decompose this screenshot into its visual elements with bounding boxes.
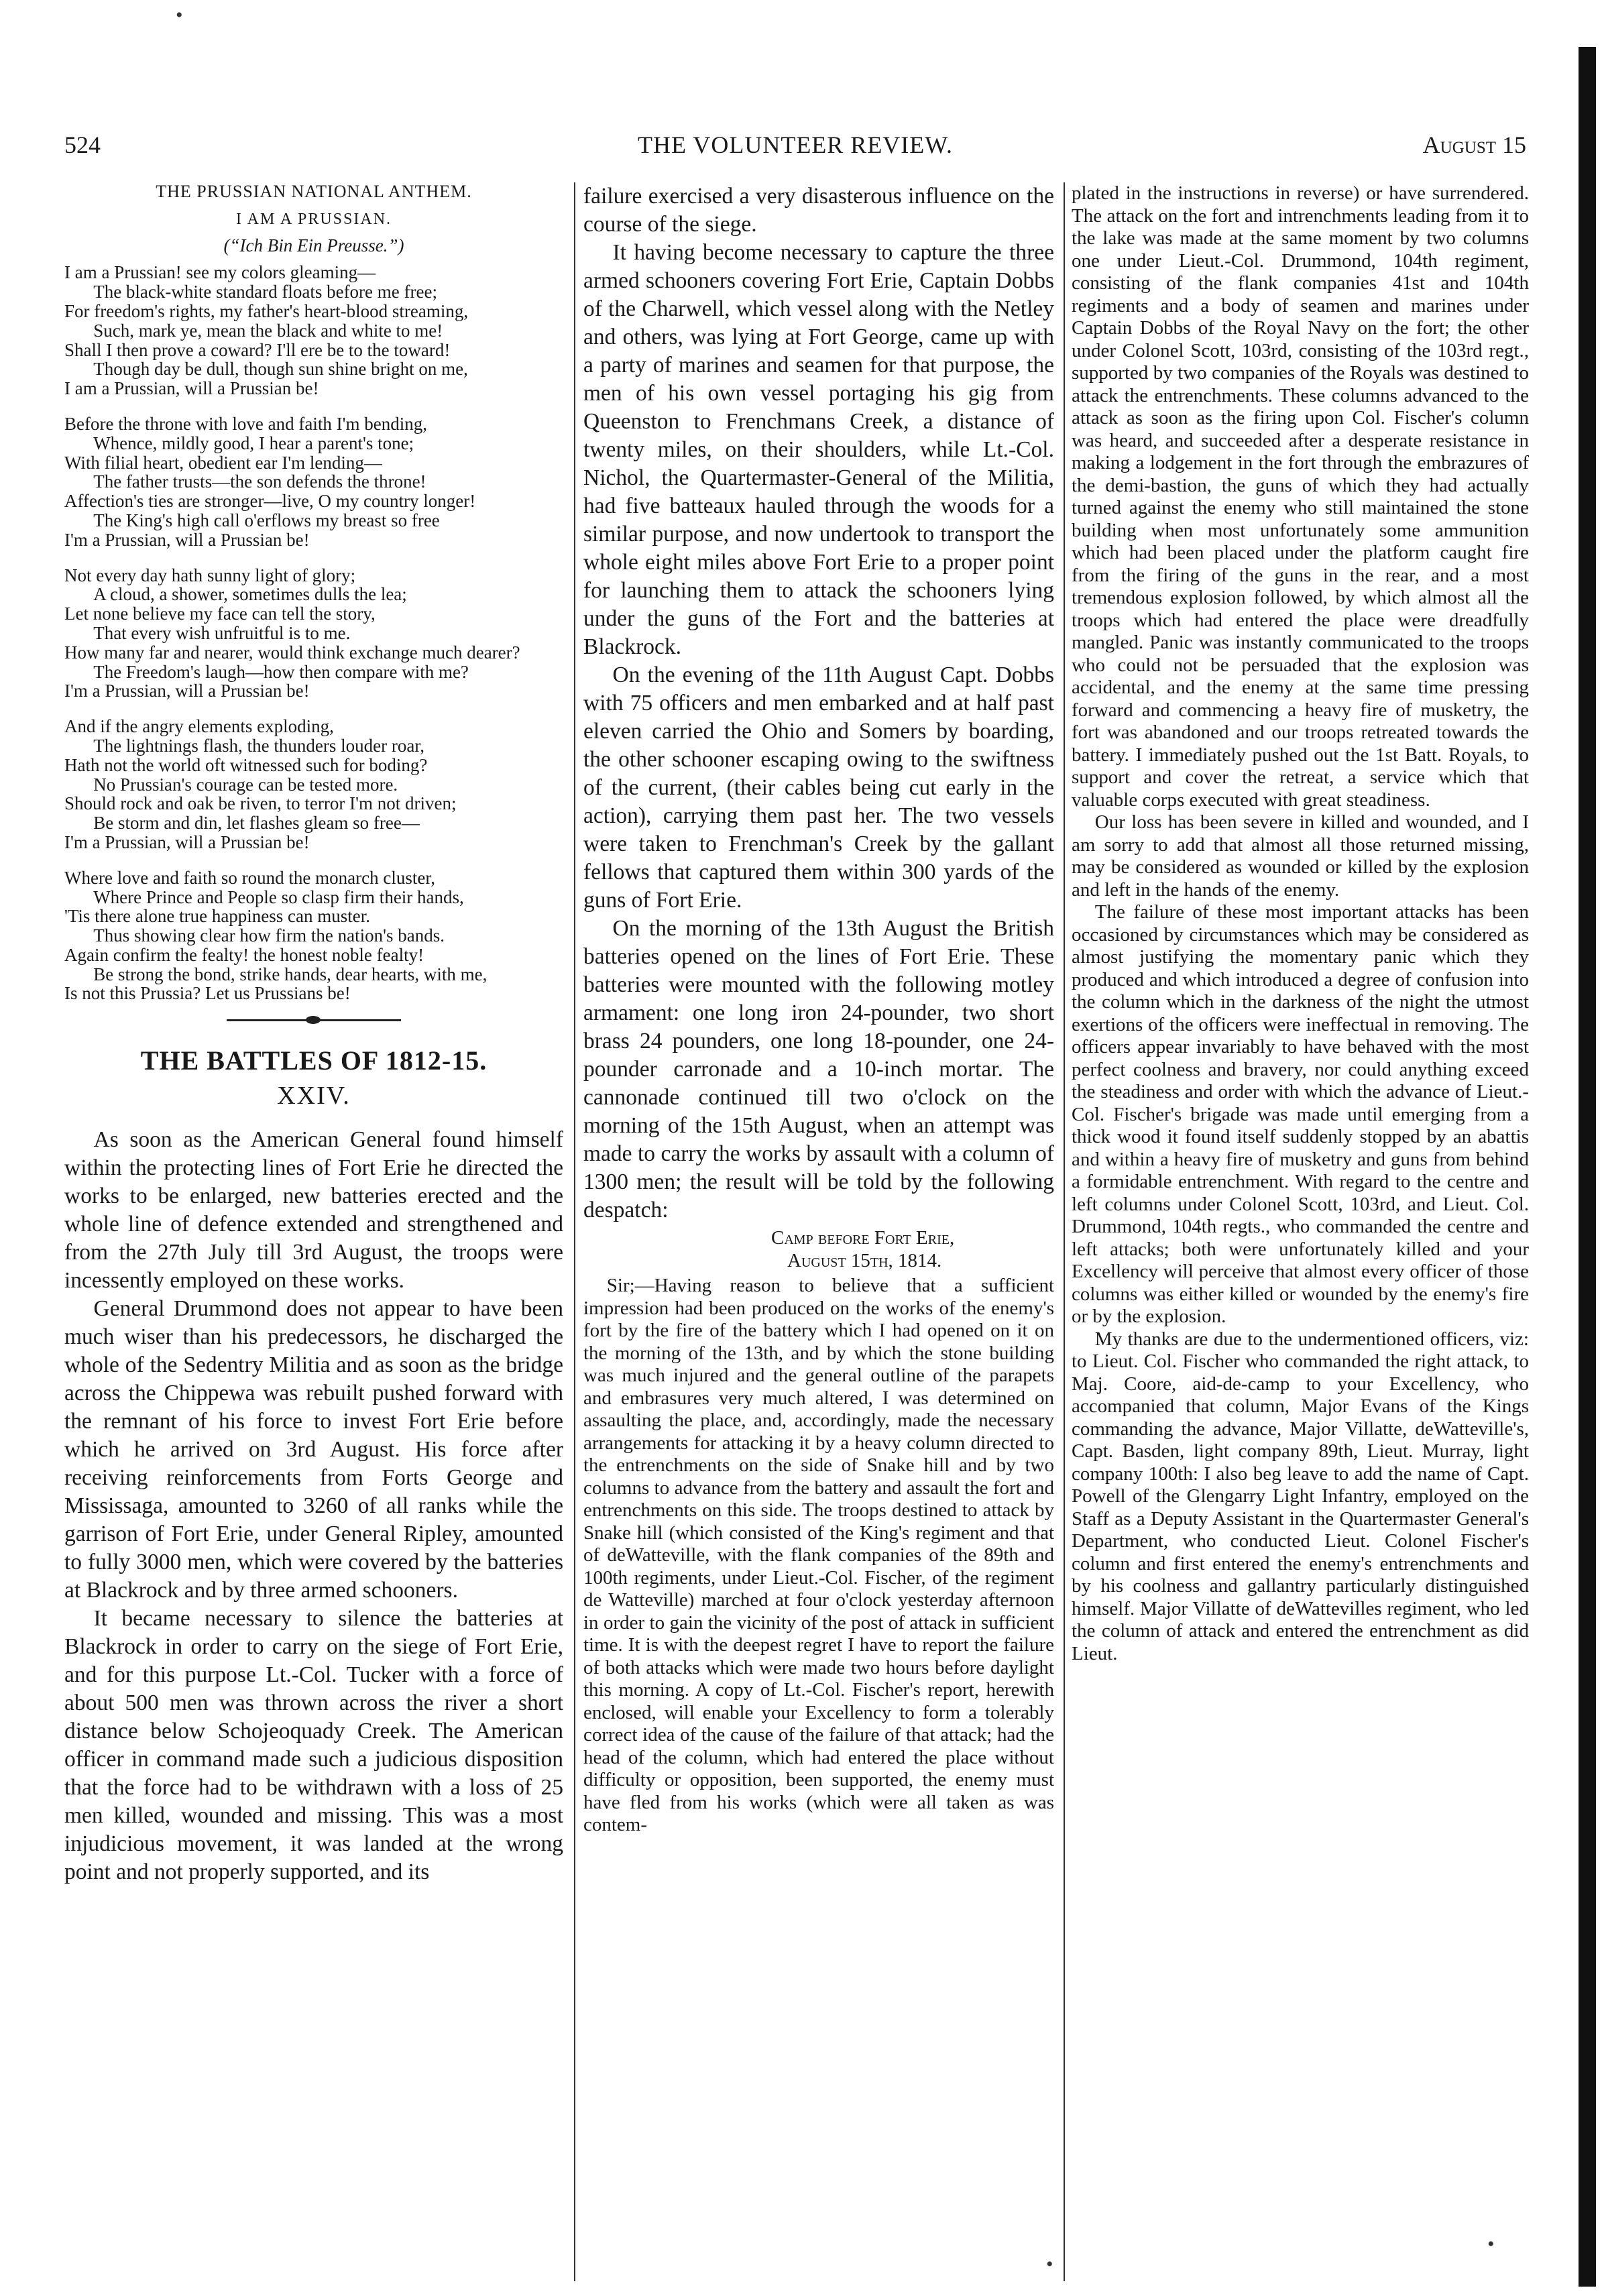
- verse-line: Not every day hath sunny light of glory;: [64, 565, 356, 585]
- verse-line: Thus showing clear how firm the nation's bands.: [93, 925, 445, 946]
- article-body-col1: [64, 1126, 563, 1886]
- paragraph: plated in the instructions in reverse) or have surrendered. The attack on the fort and intrenchments leading from it to the lake was made at the same moment by two columns one under Lieut.-Col. Drummond, 104th regiment, consisting of the flank companies 41st and 104th regiments and a body of seamen and marines under Captain Dobbs of the Royal Navy on the fort; the other under Colonel Scott, 103rd, consisting of the 103rd regt., supported by two companies of the Royals was destined to attack the entrenchments. These columns advanced to the attack as soon as the firing upon Col. Fischer's column was heard, and succeeded after a desperate resistance in making a lodgement in the fort through the embrazures of the demi-bastion, the guns of which they had actually turned against the enemy who still maintained the stone building when most unfortunately some ammunition which had been placed under the platform caught fire from the firing of the guns in the rear, and a most tremendous explosion followed, by which almost all the troops which had entered the place were dreadfully mangled. Panic was instantly communicated to the troops who could not be persuaded that the explosion was accidental, and the enemy at the same time pressing forward and commencing a heavy fire of musketry, the fort was abandoned and our troops retreated towards the battery. I immediately pushed out the 1st Batt. Royals, to support and cover the retreat, a service which that valuable corps executed with great steadiness.: [1072, 182, 1529, 811]
- column-2: [583, 182, 1054, 2285]
- article-body-col2: [583, 182, 1054, 1224]
- paragraph: It became necessary to silence the batteries at Blackrock in order to carry on the siege of Fort Erie, and for this purpose Lt.-Col. Tucker with a force of about 500 men was thrown across the river a short distance below Schojeoquady Creek. The American officer in command made such a judicious disposition that the force had to be withdrawn with a loss of 25 men killed, wounded and missing. This was a most injudicious movement, it was landed at the wrong point and not properly supported, and its: [64, 1606, 563, 1885]
- verse-line: I'm a Prussian, will a Prussian be!: [64, 681, 310, 701]
- verse-line: With filial heart, obedient ear I'm lending—: [64, 452, 382, 473]
- verse-line: Let none believe my face can tell the story,: [64, 604, 376, 624]
- verse-line: A cloud, a shower, sometimes dulls the lea;: [93, 584, 407, 605]
- verse-line: 'Tis there alone true happiness can muster.: [64, 906, 371, 927]
- verse-line: Should rock and oak be riven, to terror I'm not driven;: [64, 793, 457, 814]
- verse-line: How many far and nearer, would think exchange much dearer?: [64, 642, 520, 663]
- verse-line: The black-white standard floats before me free;: [93, 282, 437, 302]
- verse-line: Be strong the bond, strike hands, dear hearts, with me,: [93, 964, 488, 984]
- paragraph: As soon as the American General found himself within the protecting lines of Fort Erie he directed the works to be enlarged, new batteries erected and the whole line of defence extended and strengthened and from the 27th July till 3rd August, the troops were incessently employed on these works.: [64, 1127, 563, 1294]
- stanza: [64, 566, 563, 701]
- anthem-german-title: (“Ich Bin Ein Preusse.”): [223, 235, 404, 255]
- verse-line: I'm a Prussian, will a Prussian be!: [64, 529, 310, 550]
- verse-line: Before the throne with love and faith I'm bending,: [64, 413, 427, 434]
- anthem: [64, 182, 563, 1003]
- page-spine-shadow: [1579, 47, 1596, 2287]
- speck: •: [1487, 2233, 1495, 2255]
- issue-date: August 15: [1422, 131, 1526, 158]
- paragraph: Sir;—Having reason to believe that a sufficient impression had been produced on the works of the enemy's fort by the fire of the battery which I had opened on it on the morning of the 13th, and by which the stone building was much injured and the general outline of the parapets and embrasures very much altered, I was determined on assaulting the place, and, accordingly, made the necessary arrangements for attacking it by a heavy column directed to the entrenchments on the side of Snake hill and by two columns to advance from the battery and assault the fort and entrenchments on this side. The troops destined to attack by Snake hill (which consisted of the King's regiment and that of deWatteville, with the flank companies of the 89th and 100th regiments, under Lieut.-Col. Fischer, of the regiment de Watteville) marched at four o'clock yesterday afternoon in order to gain the vicinity of the post of attack in sufficient time. It is with the deepest regret I have to report the failure of both attacks which were made two hours before daylight this morning. A copy of Lt.-Col. Fischer's report, herewith enclosed, will enable your Excellency to form a tolerably correct idea of the cause of the failure of that attack; had the head of the column, which had entered the place without difficulty or opposition, been supported, the enemy must have fled from his works (which were all taken as was contem-: [583, 1275, 1054, 1835]
- verse-line: The Freedom's laugh—how then compare with me?: [93, 661, 469, 682]
- anthem-title: THE PRUSSIAN NATIONAL ANTHEM.: [156, 182, 472, 201]
- paragraph: Our loss has been severe in killed and wounded, and I am sorry to add that almost all those returned missing, may be considered as wounded or killed by the explosion and left in the hands of the enemy.: [1072, 811, 1529, 901]
- stanza: [64, 868, 563, 1004]
- verse-line: The lightnings flash, the thunders louder roar,: [93, 735, 425, 756]
- verse-line: Affection's ties are stronger—live, O my country longer!: [64, 491, 476, 512]
- speck: •: [1046, 2253, 1053, 2275]
- verse-line: Though day be dull, though sun shine bright on me,: [93, 359, 468, 380]
- paragraph: General Drummond does not appear to have been much wiser than his predecessors, he discharged the whole of the Sedentry Militia and as soon as the bridge across the Chippewa was rebuilt pushed forward with the remnant of his force to invest Fort Erie before which he arrived on 3rd August. His force after receiving reinforcements from Forts George and Mississaga, amounted to 3260 of all ranks while the garrison of Fort Erie, under General Ripley, amounted to fully 3000 men, which were covered by the batteries at Blackrock and by three armed schooners.: [64, 1296, 563, 1603]
- paragraph: It having become necessary to capture the three armed schooners covering Fort Erie, Captain Dobbs of the Charwell, which vessel along with the Netley and others, was lying at Fort George, came up with a party of marines and seamen for that purpose, the men of his own vessel portaging his gig from Queenston to Frenchmans Creek, a distance of twenty miles, on their shoulders, while Lt.-Col. Nichol, the Quartermaster-General of the Militia, had five batteaux hauled through the woods for a similar purpose, and now undertook to transport the whole eight miles above Fort Erie to a proper point for launching them to attack the schooners lying under the guns of the Fort and the batteries at Blackrock.: [583, 240, 1054, 659]
- paragraph: On the morning of the 13th August the British batteries opened on the lines of Fort Erie. These batteries were mounted with the following motley armament: one long iron 24-pounder, two short brass 24 pounders, one long 18-pounder, one 24-pounder carronade and a 10-inch mortar. The cannonade continued till two o'clock on the morning of the 15th August, when an attempt was made to carry the works by assault with a column of 1300 men; the result will be told by the following despatch:: [583, 916, 1054, 1222]
- verse-line: Such, mark ye, mean the black and white to me!: [93, 320, 443, 341]
- verse-line: Again confirm the fealty! the honest noble fealty!: [64, 944, 424, 965]
- publication-title: THE VOLUNTEER REVIEW.: [638, 131, 953, 158]
- column-rule: [574, 182, 575, 2281]
- despatch-date: August 15th, 1814.: [787, 1249, 942, 1271]
- column-1: [64, 182, 563, 2285]
- verse-line: I am a Prussian, will a Prussian be!: [64, 378, 319, 399]
- verse-line: The father trusts—the son defends the throne!: [93, 471, 426, 492]
- paragraph: My thanks are due to the undermentioned officers, viz: to Lieut. Col. Fischer who commanded the right attack, to Maj. Coore, aid-de-camp to your Excellency, who accompanied that column, Major Evans of the Kings commanding the advance, Major Villatte, deWatteville's, Capt. Basden, light company 89th, Lieut. Murray, light company 100th: I also beg leave to add the name of Capt. Powell of the Glengarry Light Infantry, employed on the Staff as a Deputy Assistant in the Quartermaster General's Department, who conducted Lieut. Colonel Fischer's column and first entered the enemy's entrenchments and by his coolness and gallantry particularly distinguished himself. Major Villatte of deWattevilles regiment, who led the column of attack and entered the entrenchment as did Lieut.: [1072, 1328, 1529, 1664]
- verse-line: Shall I then prove a coward? I'll ere be to the toward!: [64, 339, 451, 360]
- page-header: [64, 131, 1526, 171]
- verse-line: And if the angry elements exploding,: [64, 716, 334, 737]
- despatch-body: [583, 1275, 1054, 1837]
- paragraph: On the evening of the 11th August Capt. Dobbs with 75 officers and men embarked and at half past eleven carried the Ohio and Somers by boarding, the other schooner escaping owing to the swiftness of the current, (their cables being cut early in the action), carrying them past her. The two vessels were taken to Frenchman's Creek by the gallant fellows that captured them within 300 yards of the guns of Fort Erie.: [583, 663, 1054, 913]
- verse-line: Where love and faith so round the monarch cluster,: [64, 867, 435, 888]
- section-separator: [227, 1019, 401, 1021]
- anthem-stanzas: [64, 263, 563, 1003]
- verse-line: Whence, mildly good, I hear a parent's tone;: [93, 433, 414, 453]
- article-number: XXIV.: [277, 1082, 351, 1110]
- column-3: [1072, 182, 1529, 2285]
- verse-line: The King's high call o'erflows my breast so free: [93, 510, 440, 530]
- despatch-place: Camp before Fort Erie,: [771, 1227, 955, 1249]
- stanza: [64, 414, 563, 550]
- anthem-subtitle: I AM A PRUSSIAN.: [235, 210, 392, 228]
- article-title: THE BATTLES OF 1812-15.: [140, 1045, 488, 1076]
- verse-line: I am a Prussian! see my colors gleaming—: [64, 262, 376, 283]
- paragraph: failure exercised a very disasterous influence on the course of the siege.: [583, 184, 1054, 237]
- verse-line: I'm a Prussian, will a Prussian be!: [64, 831, 310, 852]
- stanza: [64, 717, 563, 852]
- speck: •: [176, 4, 183, 26]
- verse-line: No Prussian's courage can be tested more.: [93, 774, 398, 795]
- verse-line: For freedom's rights, my father's heart-blood streaming,: [64, 300, 469, 321]
- despatch-dateline: [583, 1227, 1054, 1272]
- verse-line: Where Prince and People so clasp firm their hands,: [93, 886, 464, 907]
- column-rule: [1064, 182, 1065, 2281]
- verse-line: Be storm and din, let flashes gleam so free—: [93, 813, 420, 834]
- verse-line: Is not this Prussia? Let us Prussians be!: [64, 983, 351, 1004]
- verse-line: Hath not the world oft witnessed such for boding?: [64, 754, 428, 775]
- page-number: 524: [64, 131, 101, 158]
- stanza: [64, 263, 563, 398]
- paragraph: The failure of these most important attacks has been occasioned by circumstances which may be considered as almost justifying the momentary panic which they produced and which introduced a degree of confusion into the column which in the darkness of the night the utmost exertions of the officers were ineffectual in removing. The officers appear invariably to have behaved with the most perfect coolness and bravery, nor could anything exceed the steadiness and order with which the advance of Lieut.-Col. Fischer's brigade was made until emerging from a thick wood it found itself suddenly stopped by an abattis and within a heavy fire of musketry and guns from behind a formidable entrenchment. With regard to the centre and left columns under Colonel Scott, 103rd, and Lieut. Col. Drummond, 104th regts., who commanded the centre and left attacks; both were unfortunately killed and your Excellency will perceive that almost every officer of those columns was either killed or wounded by the enemy's fire or by the explosion.: [1072, 901, 1529, 1327]
- verse-line: That every wish unfruitful is to me.: [93, 622, 351, 643]
- despatch-continued: [1072, 182, 1529, 1665]
